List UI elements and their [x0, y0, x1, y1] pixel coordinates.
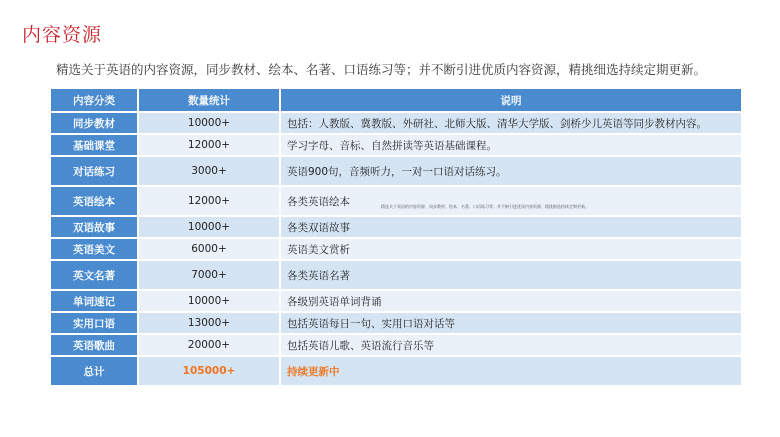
header-description: 说明 — [281, 89, 741, 111]
row-description: 包括英语儿歌、英语流行音乐等 — [281, 335, 741, 355]
intro-text: 精选关于英语的内容资源，同步教材、绘本、名著、口语练习等；并不断引进优质内容资源，精挑细选持续定期更新。 — [56, 62, 707, 77]
row-category: 单词速记 — [51, 291, 139, 311]
table-total-row — [51, 357, 741, 385]
table-row — [51, 291, 741, 311]
row-category: 双语故事 — [51, 217, 139, 237]
row-category: 基础课堂 — [51, 135, 139, 155]
total-description: 持续更新中 — [281, 357, 741, 385]
row-count: 10000+ — [139, 217, 281, 237]
row-description: 各类双语故事 — [281, 217, 741, 237]
table-row — [51, 217, 741, 237]
table-row — [51, 135, 741, 155]
table-header-row — [51, 89, 741, 111]
row-description: 包括英语每日一句、实用口语对话等 — [281, 313, 741, 333]
row-count: 13000+ — [139, 313, 281, 333]
row-count: 20000+ — [139, 335, 281, 355]
table-row — [51, 313, 741, 333]
content-resources-table — [51, 87, 741, 387]
row-count: 3000+ — [139, 157, 281, 185]
row-description: 英语美文赏析 — [281, 239, 741, 259]
row-count: 6000+ — [139, 239, 281, 259]
table-row — [51, 113, 741, 133]
table-row — [51, 157, 741, 185]
row-description: 各类英语绘本 — [287, 195, 350, 208]
page-title: 内容资源 — [22, 24, 103, 46]
row-category: 对话练习 — [51, 157, 139, 185]
row-description-cell — [281, 187, 741, 215]
table-row — [51, 239, 741, 259]
row-category: 实用口语 — [51, 313, 139, 333]
row-description: 学习字母、音标、自然拼读等英语基础课程。 — [281, 135, 741, 155]
header-count: 数量统计 — [139, 89, 281, 111]
row-description: 包括：人教版、冀教版、外研社、北师大版、清华大学版、剑桥少儿英语等同步教材内容。 — [281, 113, 741, 133]
header-category: 内容分类 — [51, 89, 139, 111]
row-category: 英语绘本 — [51, 187, 139, 215]
row-count: 12000+ — [139, 187, 281, 215]
row-description: 各类英语名著 — [281, 261, 741, 289]
row-description: 各级别英语单词背诵 — [281, 291, 741, 311]
table-row — [51, 187, 741, 215]
table-row — [51, 335, 741, 355]
total-category: 总计 — [51, 357, 139, 385]
row-category: 英文名著 — [51, 261, 139, 289]
total-count: 105000+ — [139, 357, 281, 385]
row-count: 10000+ — [139, 291, 281, 311]
row-category: 同步教材 — [51, 113, 139, 133]
row-category: 英语美文 — [51, 239, 139, 259]
row-count: 10000+ — [139, 113, 281, 133]
tiny-note-text: 精选关于英语的内容资源，同步教材、绘本、名著、口语练习等；并不断引进优质内容资源，精挑细选持续定期更新。 — [381, 204, 589, 209]
row-count: 12000+ — [139, 135, 281, 155]
row-category: 英语歌曲 — [51, 335, 139, 355]
row-count: 7000+ — [139, 261, 281, 289]
row-description: 英语900句，音频听力，一对一口语对话练习。 — [281, 157, 741, 185]
table-row — [51, 261, 741, 289]
